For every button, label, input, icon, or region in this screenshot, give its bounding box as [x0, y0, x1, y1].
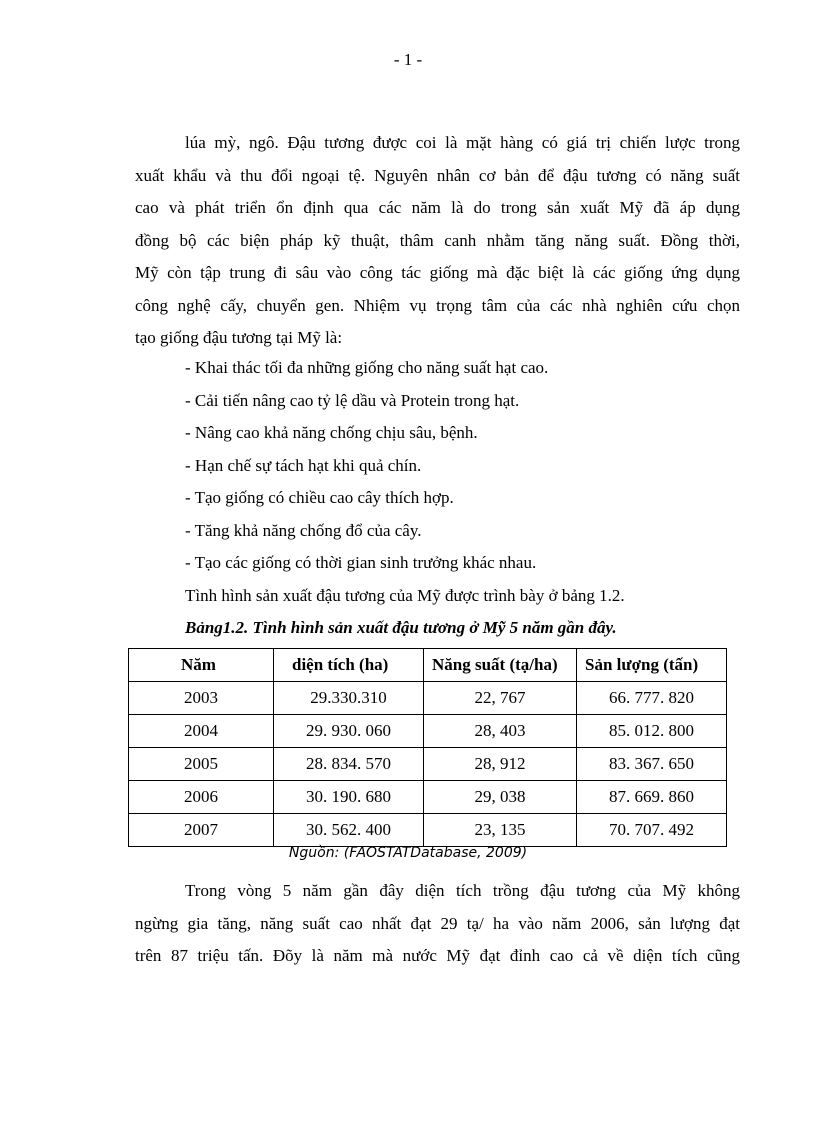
cell-yield: 23, 135: [424, 814, 577, 847]
paragraph-1-line: tạo giống đậu tương tại Mỹ là:: [135, 328, 343, 347]
cell-yield: 28, 403: [424, 715, 577, 748]
cell-output: 85. 012. 800: [577, 715, 727, 748]
cell-year: 2005: [129, 748, 274, 781]
cell-area: 29. 930. 060: [274, 715, 424, 748]
table-row: [129, 715, 727, 748]
list-item: - Nâng cao khả năng chống chịu sâu, bệnh.: [185, 423, 478, 442]
paragraph-2: [135, 875, 740, 973]
column-header-year: Năm: [129, 649, 274, 682]
column-header-yield: Năng suất (tạ/ha): [424, 649, 577, 682]
paragraph-2-line: trên 87 triệu tấn. Đõy là năm mà nước Mỹ đạt đỉnh cao cả về diện tích cũng: [135, 946, 740, 965]
page-number: - 1 -: [393, 50, 423, 69]
table-header-row: [129, 649, 727, 682]
cell-output: 66. 777. 820: [577, 682, 727, 715]
paragraph-1-line: công nghệ cấy, chuyển gen. Nhiệm vụ trọng tâm của các nhà nghiên cứu chọn: [135, 295, 740, 315]
cell-yield: 22, 767: [424, 682, 577, 715]
paragraph-1-line: đồng bộ các biện pháp kỹ thuật, thâm canh nhằm tăng năng suất. Đồng thời,: [135, 230, 740, 250]
cell-area: 30. 562. 400: [274, 814, 424, 847]
list-item: - Tạo các giống có thời gian sinh trưởng khác nhau.: [185, 553, 537, 572]
cell-year: 2006: [129, 781, 274, 814]
table-row: [129, 748, 727, 781]
cell-area: 29.330.310: [274, 682, 424, 715]
paragraph-1-line: cao và phát triển ổn định qua các năm là do trong sản xuất Mỹ đã áp dụng: [135, 198, 740, 217]
table-source: Nguồn: (FAOSTATDatabase, 2009): [288, 845, 528, 861]
cell-year: 2007: [129, 814, 274, 847]
list-item: - Hạn chế sự tách hạt khi quả chín.: [185, 455, 422, 475]
paragraph-1-line: Mỹ còn tập trung đi sâu vào công tác giống mà đặc biệt là các giống ứng dụng: [135, 263, 740, 282]
cell-area: 28. 834. 570: [274, 748, 424, 781]
cell-output: 70. 707. 492: [577, 814, 727, 847]
table-intro-text: Tình hình sản xuất đậu tương của Mỹ được trình bày ở bảng 1.2.: [185, 586, 625, 605]
list-item: - Tạo giống có chiều cao cây thích hợp.: [185, 488, 454, 507]
column-header-output: Sản lượng (tấn): [577, 649, 727, 682]
table-row: [129, 814, 727, 847]
list-item: - Cải tiến nâng cao tỷ lệ dầu và Protein trong hạt.: [185, 390, 520, 410]
cell-output: 87. 669. 860: [577, 781, 727, 814]
paragraph-1: [135, 127, 740, 355]
cell-year: 2004: [129, 715, 274, 748]
cell-output: 83. 367. 650: [577, 748, 727, 781]
list-item: - Tăng khả năng chống đổ của cây.: [185, 520, 422, 540]
paragraph-2-line: Trong vòng 5 năm gần đây diện tích trồng đậu tương của Mỹ không: [185, 881, 740, 900]
cell-area: 30. 190. 680: [274, 781, 424, 814]
list-item: - Khai thác tối đa những giống cho năng suất hạt cao.: [185, 358, 549, 377]
cell-yield: 28, 912: [424, 748, 577, 781]
paragraph-1-line: xuất khẩu và thu đổi ngoại tệ. Nguyên nhân cơ bản để đậu tương có năng suất: [135, 165, 740, 185]
table-caption: Bảng1.2. Tình hình sản xuất đậu tương ở Mỹ 5 năm gần đây.: [185, 618, 617, 637]
paragraph-1-line: lúa mỳ, ngô. Đậu tương được coi là mặt hàng có giá trị chiến lược trong: [185, 133, 740, 152]
table-row: [129, 781, 727, 814]
table-row: [129, 682, 727, 715]
cell-year: 2003: [129, 682, 274, 715]
paragraph-2-line: ngừng gia tăng, năng suất cao nhất đạt 29 tạ/ ha vào năm 2006, sản lượng đạt: [135, 913, 740, 933]
production-table: [128, 648, 727, 847]
column-header-area: diện tích (ha): [274, 649, 424, 682]
cell-yield: 29, 038: [424, 781, 577, 814]
objectives-list: [185, 352, 548, 580]
